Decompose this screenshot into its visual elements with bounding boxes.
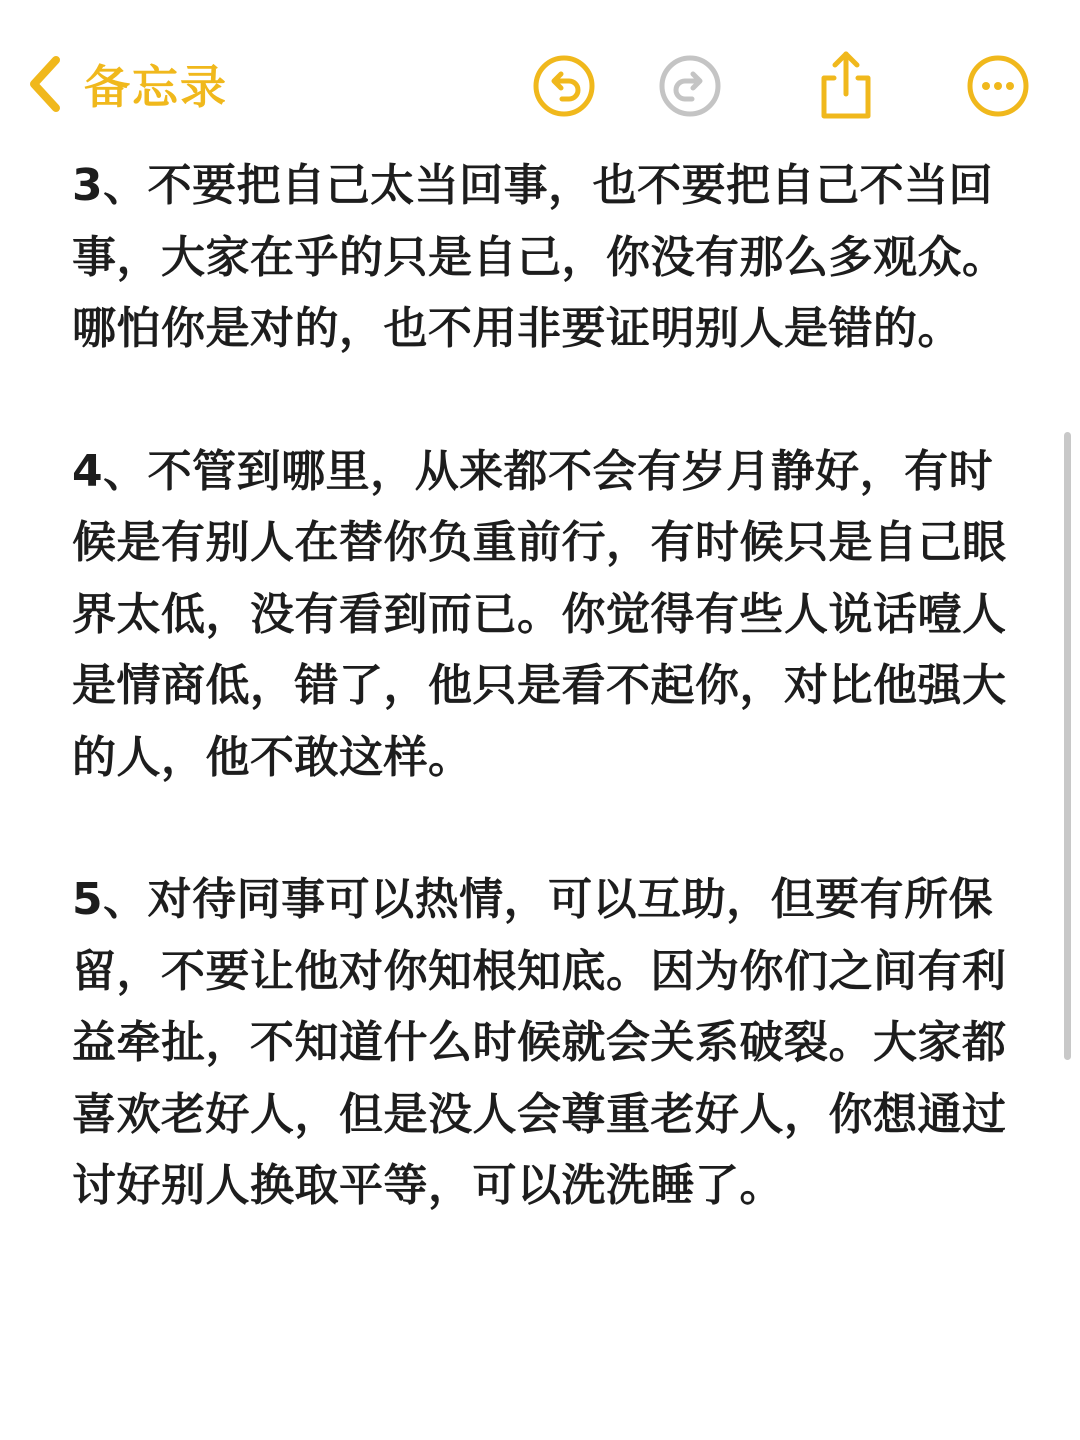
- undo-icon[interactable]: [532, 54, 596, 118]
- chevron-left-icon: [22, 52, 72, 116]
- note-paragraph-5: 5、对待同事可以热情，可以互助，但要有所保留，不要让他对你知根知底。因为你们之间有利益牵扯，不知道什么时候就会关系破裂。大家都喜欢老好人，但是没人会尊重老好人，你想通过讨好别人换取平等，可以洗洗睡了。: [72, 874, 1007, 1211]
- note-paragraph-4: 4、不管到哪里，从来都不会有岁月静好，有时候是有别人在替你负重前行，有时候只是自己眼界太低，没有看到而已。你觉得有些人说话噎人是情商低，错了，他只是看不起你，对比他强大的人，他不敢这样。: [72, 445, 1007, 783]
- note-body[interactable]: [72, 150, 1012, 1222]
- navigation-bar: [0, 40, 1080, 130]
- note-paragraph-3: 3、不要把自己太当回事，也不要把自己不当回事，大家在乎的只是自己，你没有那么多观众。哪怕你是对的，也不用非要证明别人是错的。: [72, 160, 1007, 354]
- paragraph-spacer: [72, 365, 1012, 436]
- more-icon[interactable]: [966, 54, 1030, 118]
- redo-icon[interactable]: [658, 54, 722, 118]
- paragraph-spacer: [72, 793, 1012, 864]
- share-icon[interactable]: [814, 48, 878, 120]
- back-label: 备忘录: [84, 60, 228, 114]
- vertical-scrollbar[interactable]: [1064, 432, 1071, 1060]
- back-button[interactable]: [22, 52, 228, 116]
